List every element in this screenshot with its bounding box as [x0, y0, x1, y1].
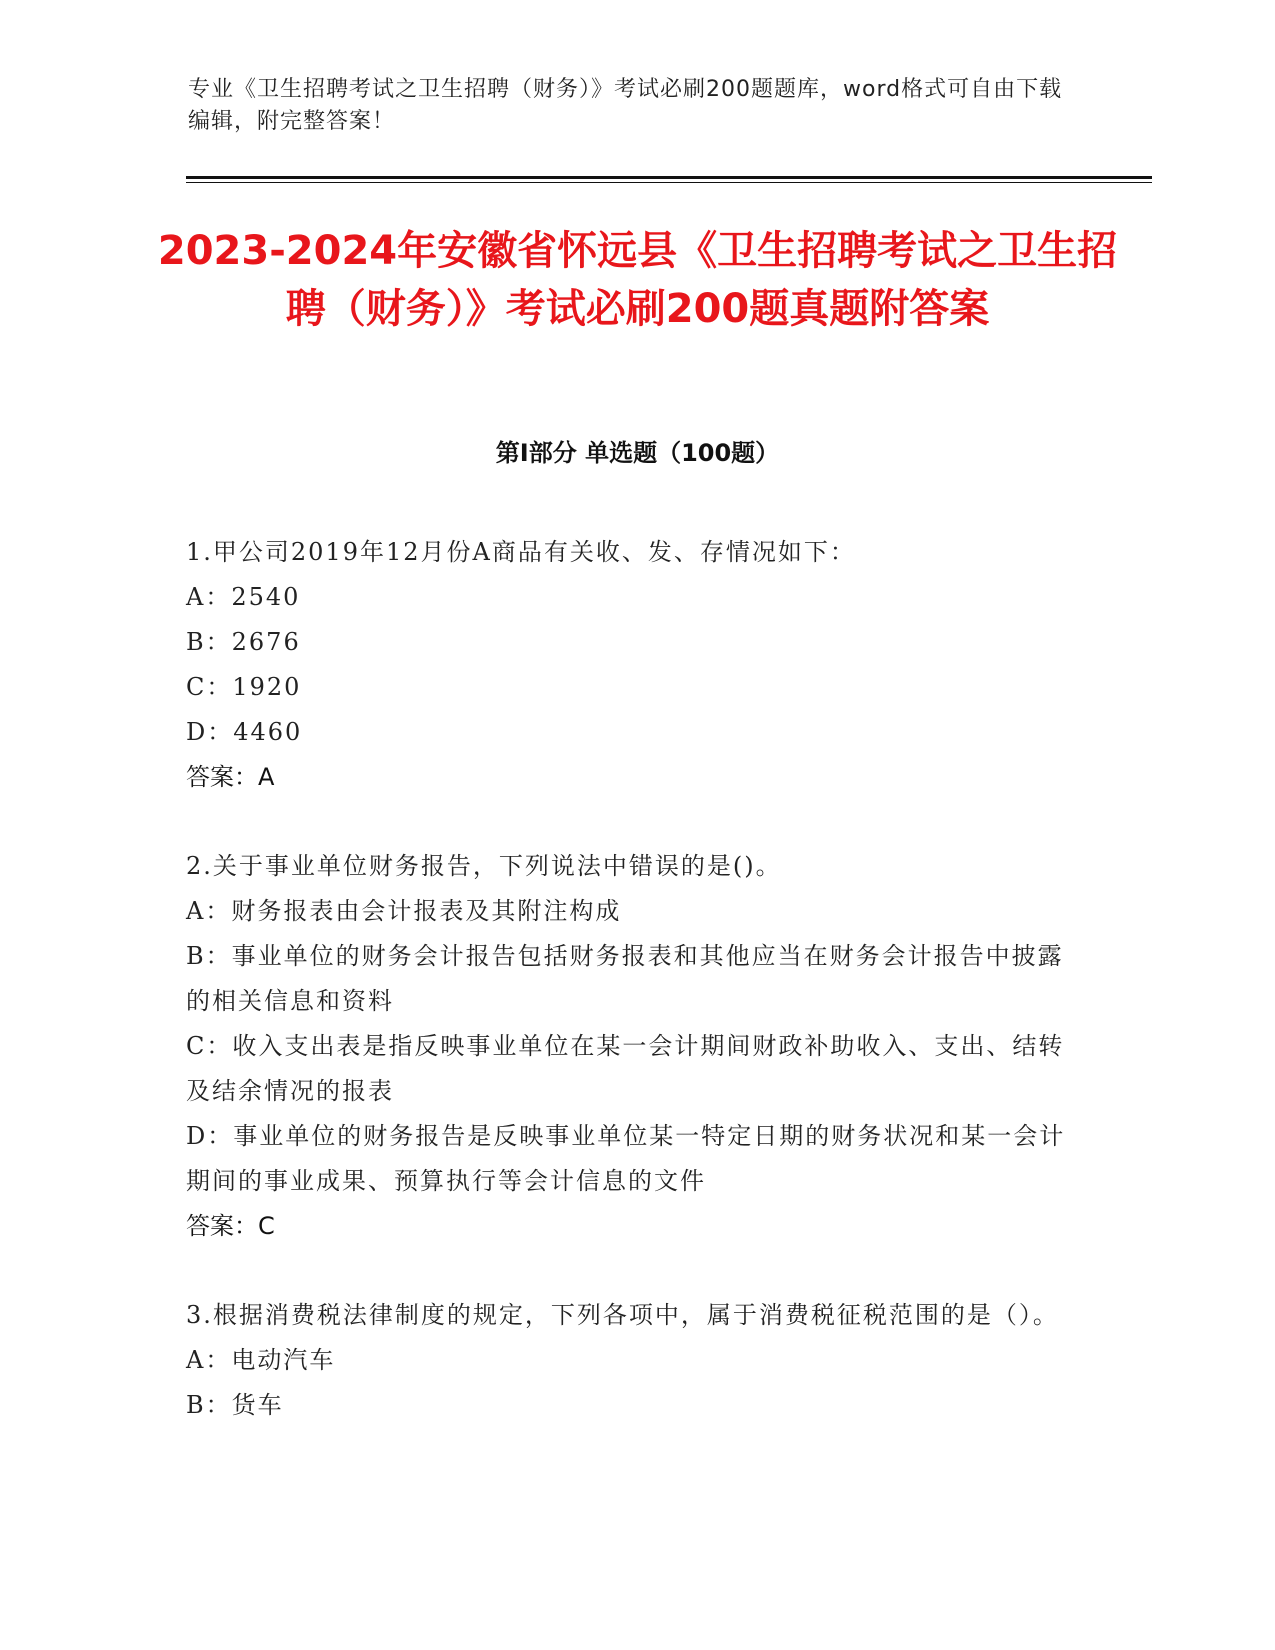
option-d: D：事业单位的财务报告是反映事业单位某一特定日期的财务状况和某一会计期间的事业成果、预算执行等会计信息的文件	[186, 1122, 1066, 1195]
question-list	[186, 530, 1076, 1472]
header-divider-thick	[186, 176, 1152, 179]
document-title: 2023-2024年安徽省怀远县《卫生招聘考试之卫生招聘（财务）》考试必刷200题真题附答案	[157, 228, 1118, 332]
question-stem: 3.根据消费税法律制度的规定，下列各项中，属于消费税征税范围的是（）。	[186, 1301, 1059, 1329]
header-divider-thin	[186, 182, 1152, 183]
option-b: B：2676	[186, 628, 301, 656]
option-d: D：4460	[186, 718, 303, 746]
question-3	[186, 1293, 1076, 1428]
question-stem: 1.甲公司2019年12月份A商品有关收、发、存情况如下：	[186, 538, 856, 566]
option-a: A：2540	[186, 583, 301, 611]
option-c: C：1920	[186, 673, 302, 701]
answer: 答案：A	[186, 763, 275, 791]
answer: 答案：C	[186, 1212, 275, 1240]
question-2	[186, 844, 1076, 1249]
question-1	[186, 530, 1076, 800]
option-a: A：财务报表由会计报表及其附注构成	[186, 897, 622, 925]
section-title: 第Ⅰ部分 单选题（100题）	[495, 439, 780, 467]
question-stem: 2.关于事业单位财务报告，下列说法中错误的是()。	[186, 852, 782, 880]
option-a: A：电动汽车	[186, 1346, 336, 1374]
option-c: C：收入支出表是指反映事业单位在某一会计期间财政补助收入、支出、结转及结余情况的报表	[186, 1032, 1065, 1105]
option-b: B：货车	[186, 1391, 284, 1419]
option-b: B：事业单位的财务会计报告包括财务报表和其他应当在财务会计报告中披露的相关信息和资料	[186, 942, 1064, 1015]
header-note: 专业《卫生招聘考试之卫生招聘（财务）》考试必刷200题题库，word格式可自由下载编辑，附完整答案！	[188, 77, 1063, 134]
